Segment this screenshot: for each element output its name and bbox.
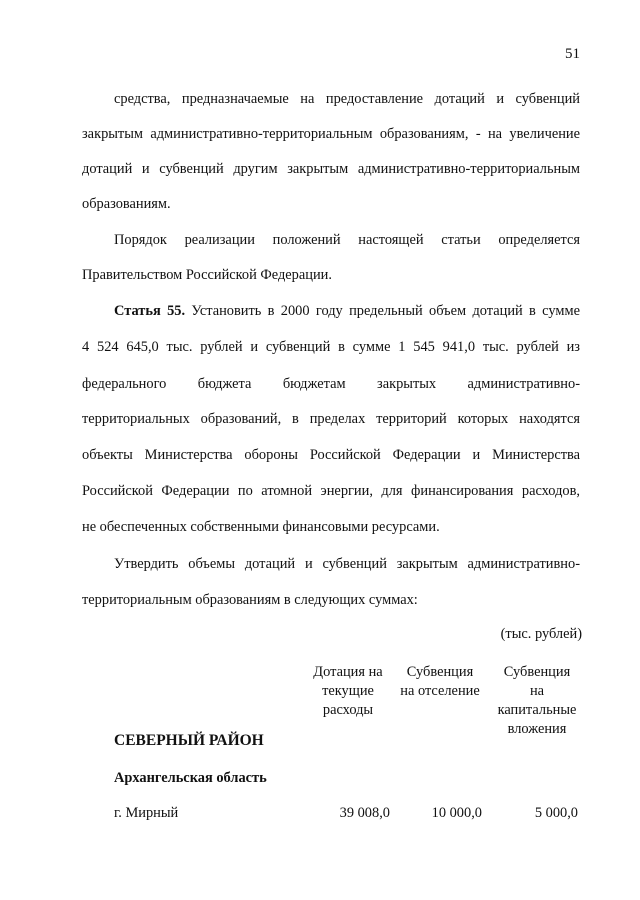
- paragraph-4-line-2: территориальным образованиям в следующих суммах:: [82, 592, 418, 608]
- column-header-subsidy-current: [304, 663, 392, 720]
- article-55-line-2: 4 524 645,0 тыс. рублей и субвенций в сумме 1 545 941,0 тыс. рублей из: [82, 339, 580, 355]
- article-55-line-1: [114, 302, 580, 320]
- column-header-line: Субвенция: [503, 664, 571, 680]
- paragraph-4-line-1: Утвердить объемы дотаций и субвенций закрытым административно-: [114, 556, 580, 572]
- paragraph-1-line-4: образованиям.: [82, 196, 171, 212]
- article-55-line-6: Российской Федерации по атомной энергии, для финансирования расходов,: [82, 483, 580, 499]
- article-55-line-7: не обеспеченных собственными финансовыми ресурсами.: [82, 519, 440, 535]
- article-55-heading: Статья 55.: [114, 303, 186, 319]
- article-55-line-5: объекты Министерства обороны Российской Федерации и Министерства: [82, 447, 580, 463]
- paragraph-1-line-3: дотаций и субвенций другим закрытым административно-территориальным: [82, 161, 580, 177]
- oblast-heading: Архангельская область: [114, 770, 267, 786]
- column-header-subvention-capital: [488, 663, 586, 739]
- table-cell-subsidy-current: 39 008,0: [339, 805, 390, 821]
- page-number: 51: [565, 46, 580, 62]
- column-header-line: Дотация на: [313, 664, 383, 680]
- table-cell-subvention-capital: 5 000,0: [534, 805, 578, 821]
- column-header-line: на отселение: [400, 683, 480, 699]
- table-cell-subvention-resettlement: 10 000,0: [431, 805, 482, 821]
- column-header-line: Субвенция: [406, 664, 474, 680]
- column-header-subvention-resettlement: [392, 663, 488, 701]
- column-header-line: вложения: [507, 721, 567, 737]
- column-header-line: капитальные: [497, 702, 577, 718]
- column-header-line: текущие: [322, 683, 374, 699]
- article-55-line-3: федерального бюджета бюджетам закрытых административно-: [82, 376, 580, 392]
- column-header-line: расходы: [322, 702, 374, 718]
- paragraph-1-line-2: закрытым административно-территориальным образованиям, - на увеличение: [82, 126, 580, 142]
- table-row-name: г. Мирный: [114, 805, 179, 821]
- article-55-first-line-text: Установить в 2000 году предельный объем дотаций в сумме: [185, 303, 580, 319]
- paragraph-2-line-1: Порядок реализации положений настоящей статьи определяется: [114, 232, 580, 248]
- paragraph-1-line-1: средства, предназначаемые на предоставление дотаций и субвенций: [114, 91, 580, 107]
- region-heading: СЕВЕРНЫЙ РАЙОН: [114, 732, 264, 749]
- paragraph-2-line-2: Правительством Российской Федерации.: [82, 267, 332, 283]
- table-units: (тыс. рублей): [500, 626, 582, 642]
- article-55-line-4: территориальных образований, в пределах территорий которых находятся: [82, 411, 580, 427]
- column-header-line: на: [529, 683, 545, 699]
